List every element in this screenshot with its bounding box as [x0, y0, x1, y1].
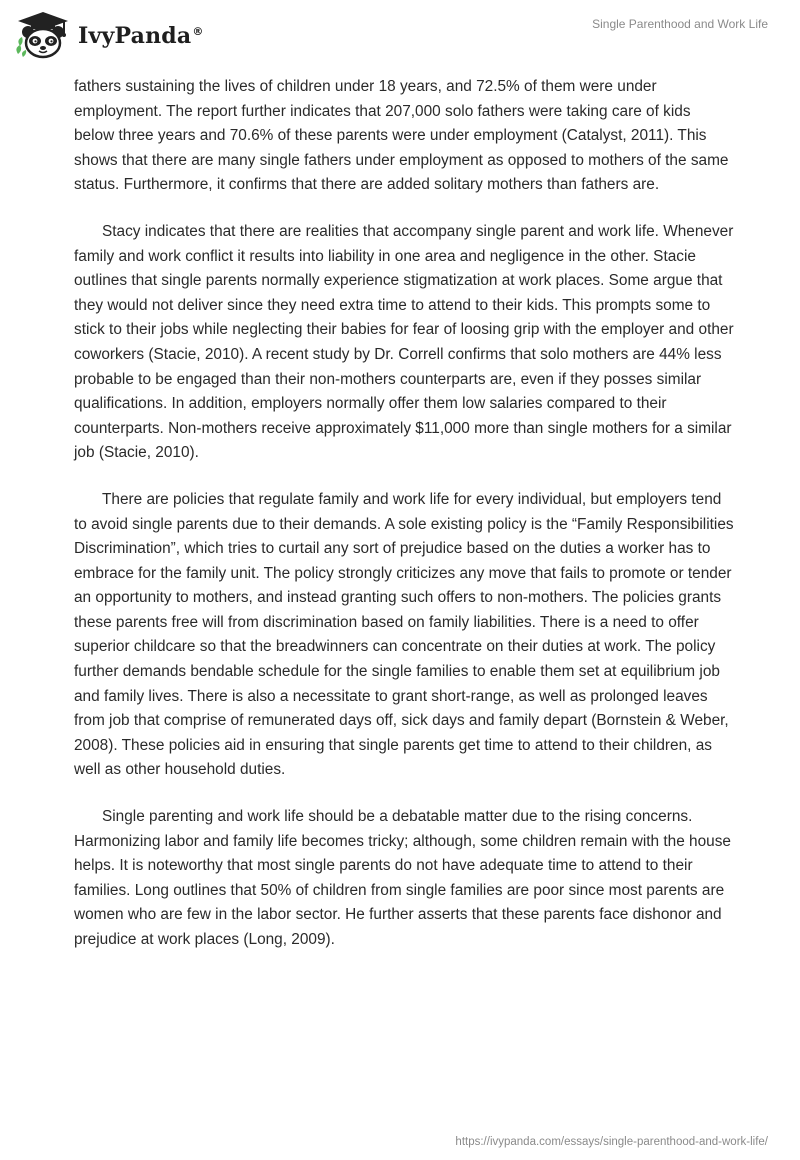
- ivypanda-panda-graduate-icon: [14, 10, 72, 60]
- paragraph: fathers sustaining the lives of children under 18 years, and 72.5% of them were under employment. The report further indicates that 207,000 solo fathers were taking care of kids below three years and 70.6% of these parents were under employment (Catalyst, 2011). This shows that there are many single fathers under employment as opposed to mothers of the same status. Furthermore, it confirms that there are added solitary mothers than fathers are.: [74, 78, 729, 194]
- source-url-link[interactable]: https://ivypanda.com/essays/single-parenthood-and-work-life/: [455, 1136, 768, 1148]
- document-title: Single Parenthood and Work Life: [592, 17, 768, 31]
- paragraph: Stacy indicates that there are realities that accompany single parent and work life. Whenever family and work conflict it results into liability in one area and negligence in the other. Stacie outlines that single parents normally experience stigmatization at work places. Some argue that they would not deliver since they need extra time to attend to their kids. This prompts some to stick to their jobs while neglecting their babies for fear of loosing grip with the employer and other coworkers (Stacie, 2010). A recent study by Dr. Correll confirms that solo mothers are 44% less probable to be engaged than their non-mothers counterparts are, even if they posses similar qualifications. In addition, employers normally offer them low salaries compared to their counterparts. Non-mothers receive approximately $11,000 more than single mothers for a similar job (Stacie, 2010).: [74, 222, 734, 462]
- paragraph: Single parenting and work life should be a debatable matter due to the rising concerns. Harmonizing labor and family life becomes tricky; although, some children remain with the house helps. It is noteworthy that most single parents do not have adequate time to attend to their families. Long outlines that 50% of children from single families are poor since most parents are women who are few in the labor sector. He further asserts that these parents face dishonor and prejudice at work places (Long, 2009).: [74, 808, 731, 948]
- paragraph: There are policies that regulate family and work life for every individual, but employers tend to avoid single parents due to their demands. A sole existing policy is the “Family Responsibilities Discrimination”, which tries to curtail any sort of prejudice based on the duties a worker has to embrace for the family unit. The policy strongly criticizes any move that fails to promote or tender an opportunity to mothers, and instead granting such offers to non-mothers. The policies grants these parents free will from discrimination based on family liabilities. There is a need to offer superior childcare so that the breadwinners can concentrate on their duties at work. The policy further demands bendable schedule for the single families to enable them set at equilibrium job and family lives. There is also a necessitate to grant short-range, as well as prolonged leaves from job that comprise of remunerated days off, sick days and family depart (Bornstein & Weber, 2008). These policies aid in ensuring that single parents get time to attend to their children, as well as other household duties.: [74, 490, 734, 779]
- essay-body: [74, 75, 734, 975]
- brand-logo[interactable]: [14, 10, 204, 60]
- brand-name: IvyPanda®: [78, 23, 204, 49]
- registered-mark: ®: [192, 24, 204, 38]
- page-header: [0, 0, 800, 70]
